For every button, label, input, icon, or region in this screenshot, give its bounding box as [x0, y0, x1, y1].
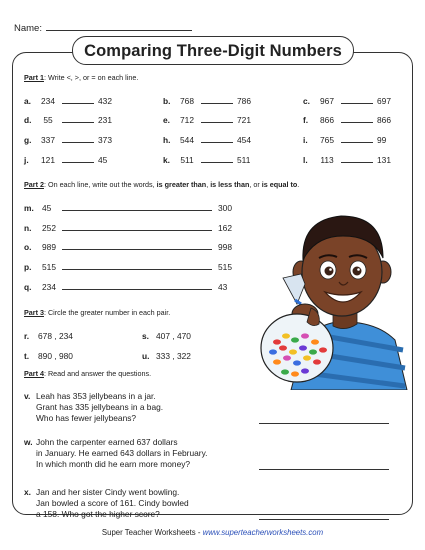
answer-blank[interactable] [62, 102, 94, 104]
comparison-item [303, 115, 391, 125]
right-number: 786 [237, 96, 251, 106]
pair-item [142, 351, 191, 361]
problem-line: John the carpenter earned 637 dollars [36, 437, 178, 447]
left-number: 234 [42, 282, 56, 292]
word-problem [24, 437, 208, 471]
footer-link[interactable]: www.superteacherworksheets.com [202, 528, 324, 537]
answer-blank[interactable] [341, 161, 373, 163]
right-number: 300 [218, 203, 232, 213]
item-label: u. [142, 351, 150, 361]
answer-line[interactable] [62, 229, 212, 231]
answer-line[interactable] [259, 423, 389, 424]
right-number: 721 [237, 115, 251, 125]
left-number: 866 [320, 115, 334, 125]
part1-instruction-text: : Write <, >, or = on each line. [43, 73, 139, 82]
right-number: 998 [218, 242, 232, 252]
pair-item [24, 331, 73, 341]
comparison-item [24, 115, 112, 125]
right-number: 45 [98, 155, 108, 165]
comparison-item [303, 96, 391, 106]
number-pair[interactable]: 678 , 234 [38, 331, 73, 341]
sentence-item [24, 203, 232, 213]
left-number: 511 [180, 155, 194, 165]
boy-illustration [255, 200, 415, 390]
item-label: p. [24, 262, 32, 272]
phrase-greater: is greater than [156, 180, 207, 189]
item-label: r. [24, 331, 30, 341]
answer-line[interactable] [62, 268, 212, 270]
answer-blank[interactable] [201, 121, 233, 123]
left-number: 234 [41, 96, 55, 106]
item-label: j. [24, 155, 29, 165]
part4-instruction [24, 369, 151, 378]
number-pair[interactable]: 333 , 322 [156, 351, 191, 361]
answer-blank[interactable] [62, 161, 94, 163]
sentence-item [24, 223, 232, 233]
word-problem [24, 391, 164, 425]
footer [0, 528, 425, 537]
answer-blank[interactable] [62, 141, 94, 143]
item-label: s. [142, 331, 149, 341]
name-row [14, 21, 192, 34]
sentence-item [24, 282, 227, 292]
answer-blank[interactable] [201, 102, 233, 104]
comparison-item [163, 155, 250, 165]
answer-blank[interactable] [341, 141, 373, 143]
pair-item [24, 351, 73, 361]
problem-line: Jan and her sister Cindy went bowling. [36, 487, 180, 497]
part4-instruction-text: : Read and answer the questions. [43, 369, 152, 378]
comparison-item [303, 135, 386, 145]
item-label: m. [24, 203, 34, 213]
answer-blank[interactable] [201, 161, 233, 163]
name-label: Name: [14, 23, 42, 34]
item-label: n. [24, 223, 32, 233]
item-label: h. [163, 135, 171, 145]
comparison-item [24, 155, 107, 165]
part2-heading: Part 2 [24, 180, 44, 189]
answer-line[interactable] [62, 288, 212, 290]
sep: . [297, 180, 300, 189]
part4-heading: Part 4 [24, 369, 44, 378]
answer-line[interactable] [62, 248, 212, 250]
left-number: 768 [180, 96, 194, 106]
item-label: c. [303, 96, 310, 106]
right-number: 43 [218, 282, 228, 292]
part2-instruction [24, 180, 299, 189]
comparison-item [24, 96, 112, 106]
number-pair[interactable]: 407 , 470 [156, 331, 191, 341]
item-label: g. [24, 135, 32, 145]
right-number: 515 [218, 262, 232, 272]
answer-blank[interactable] [201, 141, 233, 143]
problem-line: Leah has 353 jellybeans in a jar. [36, 391, 156, 401]
item-label: o. [24, 242, 32, 252]
item-label: f. [303, 115, 309, 125]
right-number: 866 [377, 115, 391, 125]
left-number: 712 [180, 115, 194, 125]
comparison-item [163, 135, 251, 145]
answer-line[interactable] [259, 469, 389, 470]
item-label: i. [303, 135, 308, 145]
left-number: 252 [42, 223, 56, 233]
part3-heading: Part 3 [24, 308, 44, 317]
item-label: q. [24, 282, 32, 292]
left-number: 337 [41, 135, 55, 145]
sentence-item [24, 262, 232, 272]
left-number: 544 [180, 135, 194, 145]
pair-item [142, 331, 191, 341]
comparison-item [163, 115, 251, 125]
item-label: b. [163, 96, 171, 106]
part3-instruction [24, 308, 170, 317]
left-number: 113 [320, 155, 334, 165]
item-label: w. [24, 437, 33, 447]
left-number: 45 [42, 203, 52, 213]
part3-instruction-text: : Circle the greater number in each pair. [43, 308, 171, 317]
part1-heading: Part 1 [24, 73, 44, 82]
right-number: 432 [98, 96, 112, 106]
item-label: x. [24, 487, 31, 497]
item-label: a. [24, 96, 31, 106]
problem-line: Who has fewer jellybeans? [36, 413, 137, 424]
left-number: 55 [43, 115, 53, 125]
phrase-less: is less than [210, 180, 250, 189]
answer-line[interactable] [259, 519, 389, 520]
item-label: t. [24, 351, 30, 361]
sep: , [206, 180, 211, 189]
sentence-item [24, 242, 232, 252]
answer-blank[interactable] [341, 102, 373, 104]
left-number: 515 [42, 262, 56, 272]
page-title: Comparing Three-Digit Numbers [72, 36, 354, 65]
name-field[interactable] [46, 21, 192, 31]
problem-line: Grant has 335 jellybeans in a bag. [36, 402, 164, 413]
number-pair[interactable]: 890 , 980 [38, 351, 73, 361]
item-label: d. [24, 115, 32, 125]
part1-instruction [24, 73, 138, 82]
left-number: 765 [320, 135, 334, 145]
problem-line: Jan bowled a score of 161. Cindy bowled [36, 498, 189, 509]
left-number: 121 [41, 155, 55, 165]
right-number: 697 [377, 96, 391, 106]
answer-line[interactable] [62, 209, 212, 211]
phrase-equal: is equal to [261, 180, 298, 189]
word-problem [24, 487, 189, 521]
left-number: 967 [320, 96, 334, 106]
right-number: 162 [218, 223, 232, 233]
comparison-item [163, 96, 251, 106]
right-number: 99 [377, 135, 387, 145]
comparison-item [303, 155, 391, 165]
sep: , or [249, 180, 262, 189]
footer-credit: Super Teacher Worksheets - [101, 528, 203, 537]
right-number: 511 [237, 155, 251, 165]
problem-line: a 158. Who got the higher score? [36, 509, 160, 520]
problem-line: in January. He earned 643 dollars in February. [36, 448, 208, 459]
answer-blank[interactable] [341, 121, 373, 123]
right-number: 454 [237, 135, 251, 145]
comparison-item [24, 135, 112, 145]
item-label: l. [303, 155, 308, 165]
problem-line: In which month did he earn more money? [36, 459, 191, 470]
right-number: 373 [98, 135, 112, 145]
part2-instruction-text: : On each line, write out the words, [43, 180, 157, 189]
left-number: 989 [42, 242, 56, 252]
item-label: e. [163, 115, 170, 125]
answer-blank[interactable] [62, 121, 94, 123]
item-label: v. [24, 391, 31, 401]
item-label: k. [163, 155, 170, 165]
right-number: 231 [98, 115, 112, 125]
right-number: 131 [377, 155, 391, 165]
